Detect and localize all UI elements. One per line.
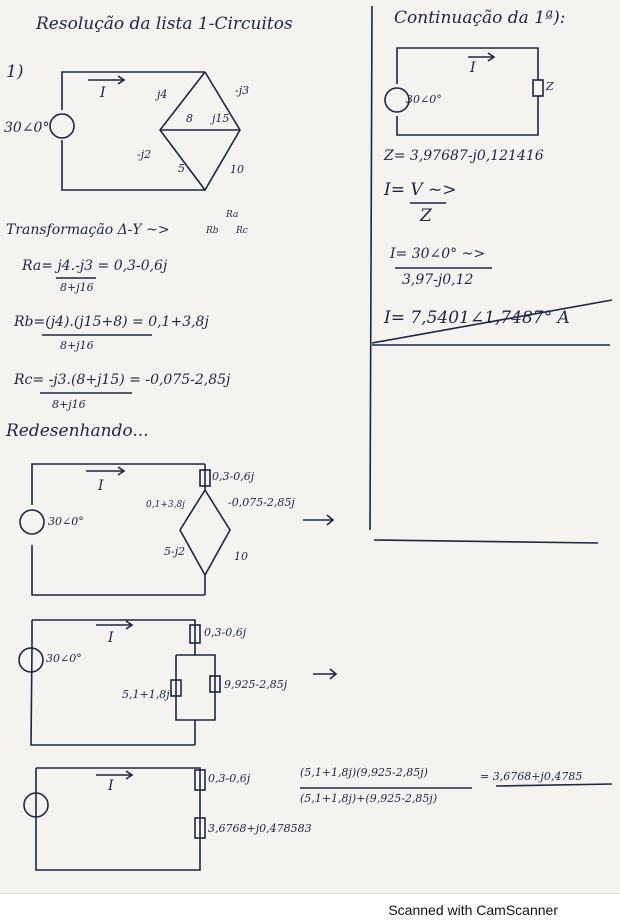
rc-equation: Rc= -j3.(8+j15) = -0,075-2,85j xyxy=(14,372,231,388)
sketch-rb: Rb xyxy=(206,226,219,236)
impedance-minus-j3: -j3 xyxy=(235,84,250,97)
c2-bottom-left-impedance: 5-j2 xyxy=(164,545,186,558)
c3-right-impedance: 9,925-2,85j xyxy=(224,678,288,691)
c4-top-impedance: 0,3-0,6j xyxy=(208,772,251,785)
source-label-3: 30∠0° xyxy=(46,652,82,665)
parallel-result: = 3,6768+j0,4785 xyxy=(480,770,583,783)
section-end-line xyxy=(374,540,598,543)
c3-top-impedance: 0,3-0,6j xyxy=(204,626,247,639)
parallel-denominator: (5,1+1,8j)+(9,925-2,85j) xyxy=(300,792,438,805)
i-substitution: I= 30∠0° ~> xyxy=(390,246,486,262)
sketch-ra: Ra xyxy=(226,210,239,220)
current-label-4: I xyxy=(108,778,114,794)
z-value: Z= 3,97687-j0,121416 xyxy=(384,148,544,164)
impedance-8: 8 xyxy=(186,112,193,125)
current-label-right: I xyxy=(470,60,476,76)
column-divider xyxy=(370,6,372,530)
sketch-rc: Rc xyxy=(236,226,248,236)
source-symbol-1 xyxy=(50,114,74,138)
source-label-1: 30∠0° xyxy=(4,120,50,136)
transform-label: Transformação Δ-Y ~> xyxy=(6,222,170,238)
continuation-title: Continuação da 1ª): xyxy=(394,8,566,28)
ra-equation: Ra= j4.-j3 = 0,3-0,6j xyxy=(22,258,168,274)
impedance-5: 5 xyxy=(178,162,185,175)
redraw-label: Redesenhando... xyxy=(6,421,149,441)
impedance-j4: j4 xyxy=(157,88,168,101)
impedance-minus-j2: -j2 xyxy=(137,148,152,161)
c3-left-impedance: 5,1+1,8j xyxy=(122,688,170,701)
c4-bottom-impedance: 3,6768+j0,478583 xyxy=(208,822,312,835)
ra-denominator: 8+j16 xyxy=(60,281,94,294)
page-title: Resolução da lista 1-Circuitos xyxy=(36,14,293,34)
c2-top-impedance: 0,3-0,6j xyxy=(212,470,255,483)
i-formula-denominator: Z xyxy=(420,206,432,226)
rb-denominator: 8+j16 xyxy=(60,339,94,352)
footer-bar xyxy=(0,893,620,924)
problem-number: 1) xyxy=(6,62,24,82)
source-label-2: 30∠0° xyxy=(48,515,84,528)
current-label-3: I xyxy=(108,630,114,646)
current-label-1: I xyxy=(100,85,106,101)
c2-right-impedance: -0,075-2,85j xyxy=(228,496,295,509)
current-label-2: I xyxy=(98,478,104,494)
rc-denominator: 8+j16 xyxy=(52,398,86,411)
rb-equation: Rb=(j4).(j15+8) = 0,1+3,8j xyxy=(14,314,209,330)
c2-left-impedance: 0,1+3,8j xyxy=(146,500,185,510)
z-label: Z xyxy=(546,80,554,93)
i-substitution-denominator: 3,97-j0,12 xyxy=(402,272,474,288)
source-label-right: 30∠0° xyxy=(406,93,442,106)
impedance-10: 10 xyxy=(230,163,244,176)
footer-text: Scanned with CamScanner xyxy=(388,902,558,918)
impedance-j15: j15 xyxy=(212,112,230,125)
final-result: I= 7,5401∠1,7487° A xyxy=(384,308,570,328)
c2-bottom-right-impedance: 10 xyxy=(234,550,248,563)
parallel-numerator: (5,1+1,8j)(9,925-2,85j) xyxy=(300,766,428,779)
i-formula: I= V ~> xyxy=(384,180,457,200)
